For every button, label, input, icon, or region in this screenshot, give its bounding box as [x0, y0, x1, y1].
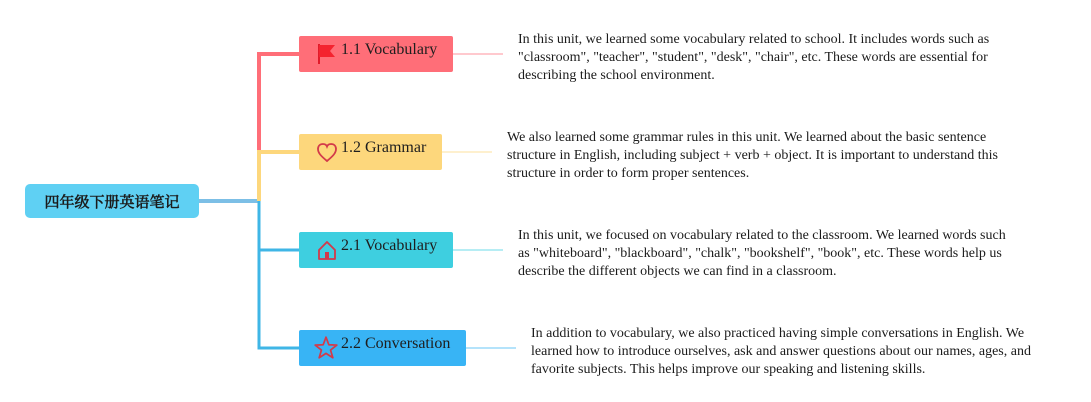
topic-label: 1.1 Vocabulary [341, 41, 438, 58]
heart-icon [316, 140, 338, 164]
topic-label: 1.2 Grammar [341, 139, 427, 156]
note-text: In this unit, we learned some vocabulary related to school. It includes words such as "classroom", "teacher", "student", "desk", "chair", etc. These words are essential for describing the school environment. [518, 32, 990, 83]
topic-label: 2.1 Vocabulary [341, 237, 438, 254]
topic-2-1-vocabulary[interactable] [299, 232, 453, 268]
note-1-2 [507, 129, 1007, 181]
star-icon [313, 335, 339, 361]
note-1-1 [518, 31, 1008, 83]
note-text: We also learned some grammar rules in this unit. We learned about the basic sentence structure in English, including subject + verb + object. It is important to understand this structure in order to form proper sentences. [507, 130, 998, 181]
topic-label: 2.2 Conversation [341, 335, 451, 352]
branch-line-2-1 [259, 201, 299, 250]
note-text: In this unit, we focused on vocabulary related to the classroom. We learned words such as "whiteboard", "blackboard", "chalk", "bookshelf", "book", etc. These words help us describe the different objects we can find in a classroom. [518, 228, 1006, 279]
branch-line-1-1 [259, 54, 299, 201]
root-title: 四年级下册英语笔记 [44, 192, 180, 211]
branch-line-1-2 [259, 152, 299, 201]
topic-1-2-grammar[interactable] [299, 134, 442, 170]
topic-2-2-conversation[interactable] [299, 330, 466, 366]
root-topic[interactable] [25, 184, 199, 218]
note-text: In addition to vocabulary, we also practiced having simple conversations in English. We learned how to introduce ourselves, ask and answer questions about our names, ages, and favorite subjects. This helps improve our speaking and listening skills. [531, 326, 1031, 377]
flag-icon [316, 42, 338, 66]
branch-line-2-2 [259, 201, 299, 348]
note-2-2 [531, 325, 1041, 377]
note-2-1 [518, 227, 1018, 279]
house-icon [316, 238, 338, 262]
topic-1-1-vocabulary[interactable] [299, 36, 453, 72]
